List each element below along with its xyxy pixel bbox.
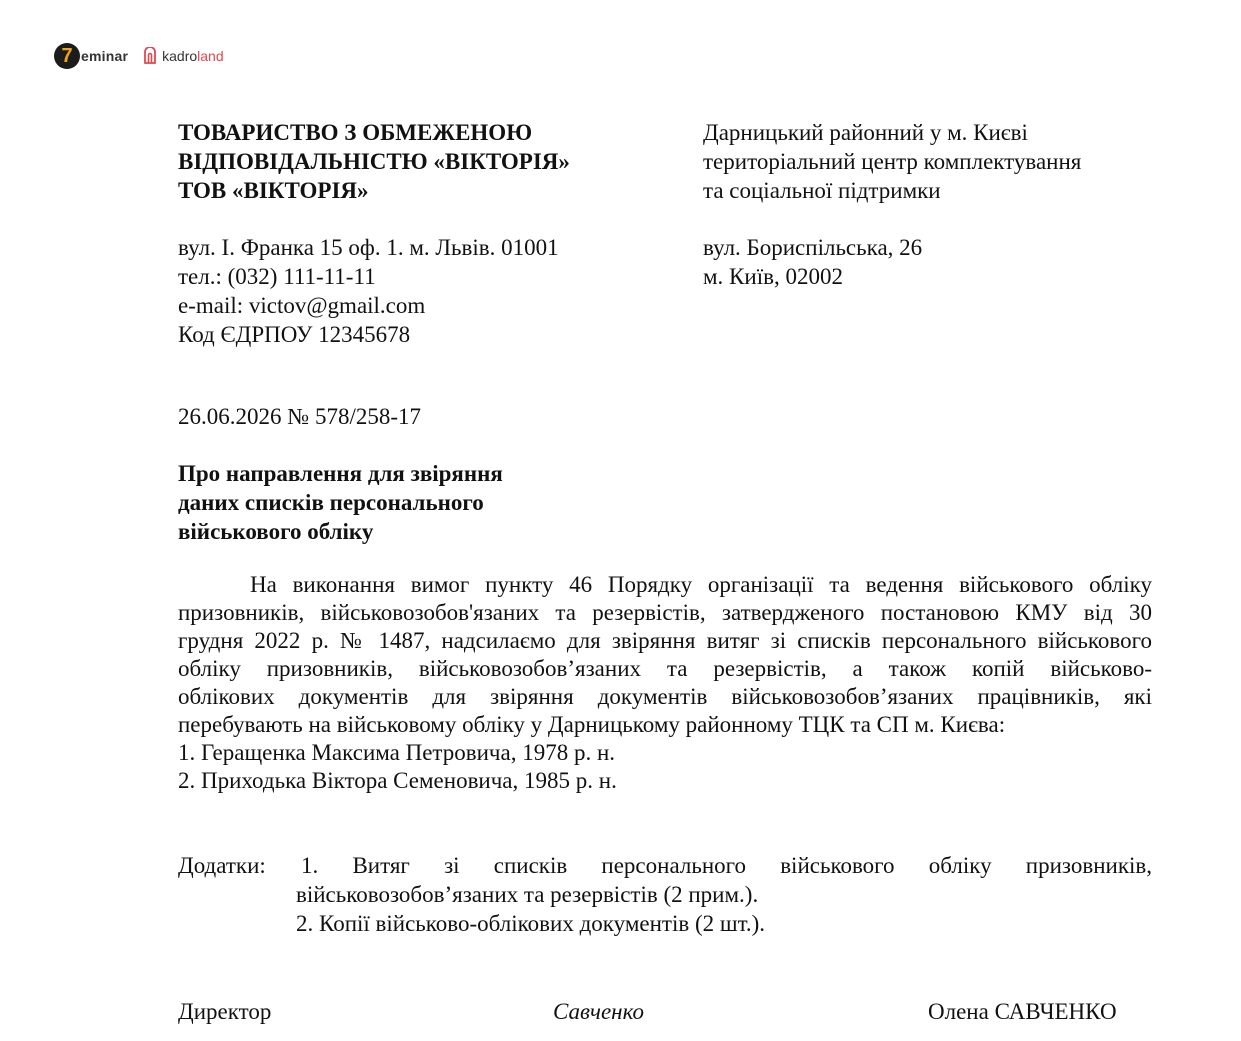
body-line: призовників, військовозобов'язаних та резервістів, затвердженого постановою КМУ від 30 (178, 600, 1152, 625)
subject-line: військового обліку (178, 519, 374, 544)
recipient-name-line: Дарницький районний у м. Києві (703, 120, 1028, 145)
body-line: На виконання вимог пункту 46 Порядку організації та ведення військового обліку (250, 572, 1152, 597)
sender-contacts (178, 233, 559, 349)
body-line: грудня 2022 р. № 1487, надсилаємо для звіряння витяг зі списків персонального військового (178, 628, 1152, 653)
sender-name-line: ТОВАРИСТВО З ОБМЕЖЕНОЮ (178, 120, 533, 145)
sender-phone: тел.: (032) 111-11-11 (178, 264, 376, 289)
seminar-logo-text: eminar (81, 48, 129, 64)
signature: Савченко (553, 999, 644, 1024)
body-line: облікових документів для звіряння документів військовозобов’язаних працівників, які (178, 684, 1152, 709)
attachment-item: 1. Витяг зі списків персонального військового обліку призовників, (301, 853, 1152, 878)
attachments-list (296, 851, 1152, 938)
kadroland-logo-text (162, 48, 224, 64)
kadro-text: kadro (162, 48, 198, 64)
sender-name (178, 118, 570, 205)
sender-edrpou: Код ЄДРПОУ 12345678 (178, 322, 411, 347)
letter-body (178, 571, 1152, 795)
recipient-city: м. Київ, 02002 (703, 264, 843, 289)
outgoing-date-number: 26.06.2026 № 578/258-17 (178, 404, 421, 429)
sender-email: e-mail: victov@gmail.com (178, 293, 426, 318)
body-line: перебувають на військовому обліку у Дарницькому районному ТЦК та СП м. Києва: (178, 712, 1006, 737)
recipient-address (703, 233, 922, 291)
attachments-label: Додатки: (178, 853, 266, 878)
attachment-item: 2. Копії військово-облікових документів (2 шт.). (296, 911, 766, 936)
signer-position: Директор (178, 999, 272, 1024)
employee-item: 1. Геращенка Максима Петровича, 1978 р. н. (178, 740, 616, 765)
header-logos (54, 42, 224, 70)
recipient-name-line: та соціальної підтримки (703, 178, 941, 203)
sender-name-line: ВІДПОВІДАЛЬНІСТЮ «ВІКТОРІЯ» (178, 149, 570, 174)
attachment-item: військовозобов’язаних та резервістів (2 прим.). (296, 882, 759, 907)
subject-line: даних списків персонального (178, 490, 484, 515)
employee-item: 2. Приходька Віктора Семеновича, 1985 р. н. (178, 768, 617, 793)
recipient-name (703, 118, 1081, 205)
sender-name-line: ТОВ «ВІКТОРІЯ» (178, 178, 369, 203)
recipient-name-line: територіальний центр комплектування (703, 149, 1082, 174)
body-line: обліку призовників, військовозобов’язаних та резервістів, а також копій військово- (178, 656, 1152, 681)
letter-subject (178, 459, 503, 546)
signer-name: Олена САВЧЕНКО (928, 999, 1117, 1024)
kadroland-icon (142, 47, 158, 65)
land-text: land (197, 48, 224, 64)
seminar-logo-icon (54, 43, 80, 69)
subject-line: Про направлення для звіряння (178, 461, 503, 486)
recipient-street: вул. Бориспільська, 26 (703, 235, 923, 260)
sender-address: вул. І. Франка 15 оф. 1. м. Львів. 01001 (178, 235, 559, 260)
